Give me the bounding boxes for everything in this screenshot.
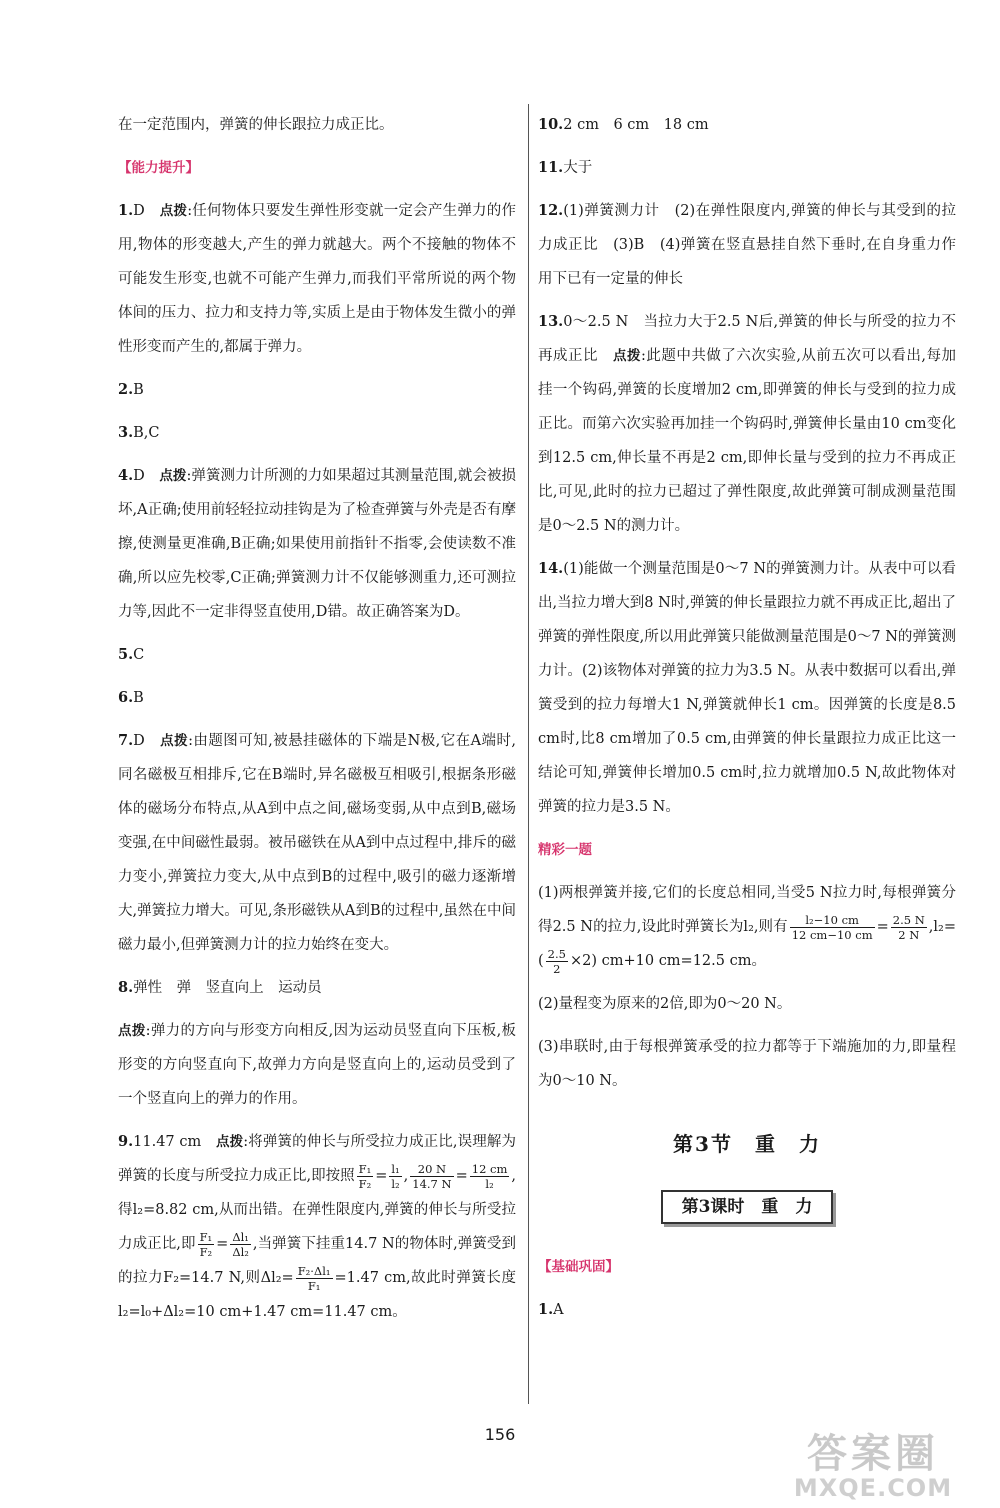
answer-number: 1. [118,202,134,219]
answer-text: 2 cm 6 cm 18 cm [563,117,709,133]
fraction [410,1162,453,1191]
answer-1 [118,194,516,364]
hint-text: :弹力的方向与形变方向相反,因为运动员竖直向下压板,板形变的方向竖直向下,故弹力方向是竖直向上的,运动员受到了一个竖直向上的弹力的作用。 [118,1023,516,1107]
answer-choice: B,C [133,425,160,441]
denominator: 14.7 N [412,1176,452,1191]
lesson-title-box: 第3课时 重 力 [661,1190,833,1224]
answer-number: 5. [118,646,134,663]
answer-text: (1)能做一个测量范围是0～7 N的弹簧测力计。从表中可以看出,当拉力增大到8 N时,弹簧的伸长量跟拉力就不再成正比,超出了弹簧的弹性限度,所以用此弹簧只能做测量范围是0～7 N的弹簧测力计。(2)该物体对弹簧的拉力为3.5 N。从表中数据可以看出,弹簧受到的拉力每增大1 N,弹簧就伸长1 cm。因弹簧的长度是8.5 cm时,比8 cm增加了0.5 cm,由弹簧的伸长量跟拉力成正比这一结论可知,弹簧伸长增加0.5 cm时,拉力就增加0.5 N,故此物体对弹簧的拉力是3.5 N。 [538,561,956,815]
hint-label: 点拨 [118,1023,146,1039]
answer-choice: 弹性 弹 竖直向上 运动员 [133,980,322,996]
fraction [198,1230,215,1259]
answer-choice: C [133,647,145,663]
answer-b1 [538,1293,956,1327]
fraction [389,1162,401,1191]
column-divider [528,104,529,1404]
highlight-part-2: (2)量程变为原来的2倍,即为0～20 N。 [538,996,792,1012]
answer-number: 7. [118,732,134,749]
answer-choice: B [133,382,144,398]
fraction [357,1162,374,1191]
answer-10 [538,108,956,142]
answer-9 [118,1125,516,1329]
hint-text: ,当弹簧下挂重14.7 N的物体时,弹簧受到的拉力F₂=14.7 N,则Δl₂= [118,1236,516,1286]
answer-number: 1. [538,1301,554,1318]
section-title: 第3节 重 力 [673,1132,821,1156]
right-column [538,108,956,1336]
answer-choice: A [553,1302,564,1318]
denominator: F₂ [199,1244,213,1259]
denominator: Δl₂ [232,1244,249,1259]
denominator: l₂ [391,1176,400,1191]
denominator: 2 [553,961,561,976]
denominator: 2 N [898,927,920,942]
fraction [790,913,875,942]
highlight-part-3: (3)串联时,由于每根弹簧承受的拉力都等于下端施加的力,即量程为0～10 N。 [538,1039,956,1089]
answer-number: 8. [118,979,134,996]
answer-7 [118,724,516,962]
answer-4 [118,459,516,629]
comma: , [403,1168,409,1184]
numerator: F₂·Δl₁ [297,1263,331,1278]
hint-text: =1.47 cm,故此时弹簧长度l₂=l₀+Δl₂=10 cm+1.47 cm=11.47 cm。 [118,1270,516,1320]
answer-choice: B [133,690,144,706]
denominator: l₂ [485,1176,494,1191]
fraction [296,1264,333,1293]
section-heading-basic: 【基础巩固】 [538,1259,619,1275]
hint-text: ,得l₂=8.82 cm,从而出错。在弹性限度内,弹簧的伸长与所受拉力成正比,即 [118,1168,516,1252]
watermark-logo [768,1432,978,1502]
hint-text: :弹簧测力计所测的力如果超过其测量范围,就会被损坏,A正确;使用前轻轻拉动挂钩是为了检查弹簧与外壳是否有摩擦,使测量更准确,B正确;如果使用前指针不指零,会使读数不准确,所以应先校零,C正确;弹簧测力计不仅能够测重力,还可测拉力等,因此不一定非得竖直使用,D错。故正确答案为D。 [118,468,516,620]
hint-label: 点拨 [159,203,188,219]
answer-number: 2. [118,381,134,398]
answer-choice: D [133,203,145,219]
numerator: 12 cm [471,1161,508,1176]
answer-choice: D [133,468,145,484]
equals-sign: = [375,1168,388,1184]
answer-13 [538,305,956,543]
hint-text: :此题中共做了六次实验,从前五次可以看出,每加挂一个钩码,弹簧的长度增加2 cm,即弹簧的伸长与受到的拉力成正比。而第六次实验再加挂一个钩码时,弹簧伸长量由10 cm变化到12.5 cm,伸长量不再是2 cm,即伸长量与受到的拉力不再成正比,可见,此时的拉力已超过了弹性限度,故此弹簧可制成测量范围是0～2.5 N的测力计。 [538,348,957,534]
hint-text: :将弹簧的伸长与所受拉力成正比,误理解为弹簧的长度与所受拉力成正比,即按照 [118,1134,517,1184]
answer-choice: 11.47 cm [133,1134,202,1150]
answer-14 [538,552,956,824]
answer-12 [538,194,956,296]
hint-label: 点拨 [159,468,187,484]
answer-6 [118,681,516,715]
watermark-url: MXQE.COM [793,1474,953,1502]
answer-2 [118,373,516,407]
answer-8-hint [118,1014,516,1116]
answer-number: 10. [538,116,564,133]
solution-text: (1)两根弹簧并接,它们的长度总相同,当受5 N拉力时,每根弹簧分得2.5 N的拉力,设此时弹簧长为l₂,则有 [538,885,956,935]
answer-number: 3. [118,424,134,441]
answer-choice: D [133,733,145,749]
left-column [118,108,516,1338]
answer-11 [538,151,956,185]
fraction [891,913,927,942]
answer-number: 12. [538,202,564,219]
numerator: 2.5 [547,946,566,961]
answer-text: 0～2.5 N 当拉力大于2.5 N后,弹簧的伸长与所受的拉力不再成正比 [538,314,956,364]
answer-number: 14. [538,560,564,577]
hint-label: 点拨 [612,348,641,364]
highlight-part-1 [538,876,956,978]
intro-line: 在一定范围内，弹簧的伸长跟拉力成正比。 [118,117,394,133]
numerator: l₁ [391,1161,400,1176]
numerator: 20 N [410,1162,453,1177]
page-number: 156 [484,1425,516,1444]
numerator: Δl₁ [232,1229,249,1244]
denominator: 12 cm−10 cm [791,927,873,942]
equals-sign: = [455,1168,468,1184]
numerator: F₁ [358,1161,372,1176]
answer-number: 4. [118,467,134,484]
solution-text: ,l₂=( [538,919,956,969]
answer-number: 9. [118,1133,134,1150]
fraction [230,1230,251,1259]
answer-8 [118,971,516,1005]
hint-text: :任何物体只要发生弹性形变就一定会产生弹力的作用,物体的形变越大,产生的弹力就越大。两个不接触的物体不可能发生形变,也就不可能产生弹力,而我们平常所说的两个物体间的压力、拉力和支持力等,实质上是由于物体发生微小的弹性形变而产生的,都属于弹力。 [118,203,517,355]
hint-label: 点拨 [160,733,189,749]
equals-sign: = [216,1236,229,1252]
answer-text: 大于 [563,160,593,176]
solution-text: ×2) cm+10 cm=12.5 cm。 [569,953,766,969]
numerator: 2.5 N [892,912,925,927]
fraction [470,1162,510,1191]
hint-label: 点拨 [216,1134,244,1150]
answer-5 [118,638,516,672]
watermark-text: 答案圈 [807,1431,939,1477]
numerator: F₁ [199,1229,213,1244]
answer-number: 13. [538,313,564,330]
answer-3 [118,416,516,450]
hint-text: :由题图可知,被悬挂磁体的下端是N极,它在A端时,同名磁极互相排斥,它在B端时,异名磁极互相吸引,根据条形磁体的磁场分布特点,从A到中点之间,磁场变弱,从中点到B,磁场变强,在中间磁性最弱。被吊磁铁在从A到中点过程中,排斥的磁力变小,弹簧拉力变大,从中点到B的过程中,吸引的磁力逐渐增大,弹簧拉力增大。可见,条形磁铁从A到B的过程中,虽然在中间磁力最小,但弹簧测力计的拉力始终在变大。 [118,733,517,953]
section-heading-highlight: 精彩一题 [538,842,592,858]
answer-text: (1)弹簧测力计 (2)在弹性限度内,弹簧的伸长与其受到的拉力成正比 (3)B (4)弹簧在竖直悬挂自然下垂时,在自身重力作用下已有一定量的伸长 [538,203,956,287]
numerator: l₂−10 cm [790,913,875,928]
denominator: F₁ [307,1278,321,1293]
denominator: F₂ [358,1176,372,1191]
answer-number: 6. [118,689,134,706]
section-heading-ability: 【能力提升】 [118,160,199,176]
answer-number: 11. [538,159,564,176]
equals-sign: = [876,919,889,935]
fraction [546,947,568,976]
